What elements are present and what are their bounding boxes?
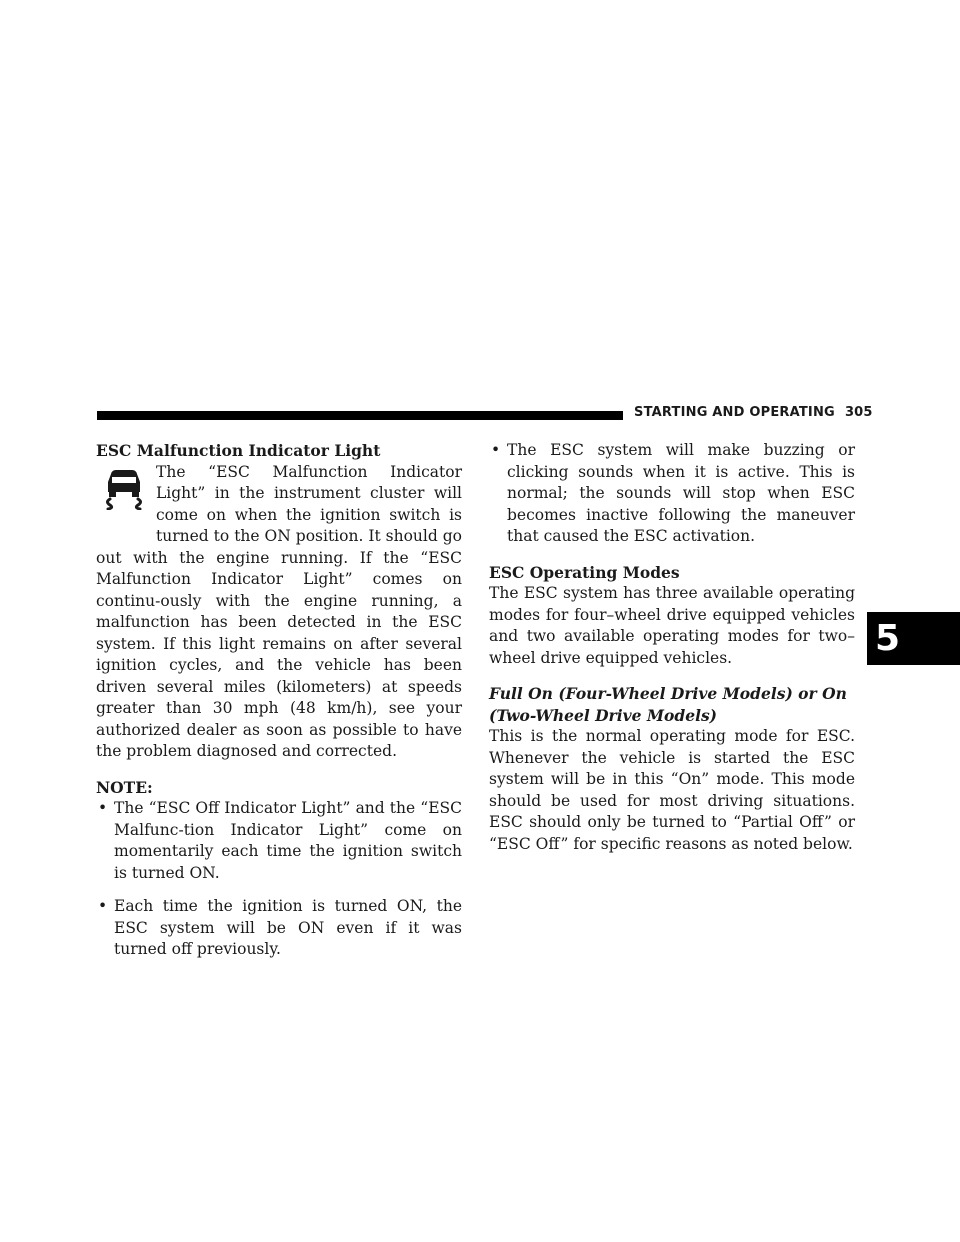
note-label: NOTE: xyxy=(96,777,153,797)
operating-modes-paragraph: The ESC system has three available operating modes for four–wheel drive equipped vehicles and two available operating modes for two–wheel drive equipped vehicles. xyxy=(489,584,855,667)
bullet-text: Each time the ignition is turned ON, the ESC system will be ON even if it was turned off previously. xyxy=(114,897,462,958)
page-number: 305 xyxy=(844,405,873,420)
header-rule xyxy=(97,411,623,420)
list-item: • Each time the ignition is turned ON, the ESC system will be ON even if it was turned off previously. xyxy=(98,897,462,958)
right-column xyxy=(489,440,855,855)
left-column xyxy=(96,440,462,961)
esc-malfunction-paragraph: The “ESC Malfunction Indicator Light” in the instrument cluster will come on when the ignition switch is turned to the ON position. It should go out with the engine running. If the “ESC Malfunction Indicator Light” comes on continu-ously with the engine running, a malfunction has been detected in the ESC system. If this light remains on after several ignition cycles, and the vehicle has been driven several miles (kilometers) at speeds greater than 30 mph (48 km/h), see your authorized dealer as soon as possible to have the problem diagnosed and corrected. xyxy=(96,462,462,760)
list-item: • The ESC system will make buzzing or clicking sounds when it is active. This is normal; the sounds will stop when ESC becomes inactive following the maneuver that caused the ESC activation. xyxy=(491,441,855,545)
list-item: • The “ESC Off Indicator Light” and the “ESC Malfunc-tion Indicator Light” come on momentarily each time the ignition switch is turned ON. xyxy=(98,799,462,882)
note-list xyxy=(96,798,462,961)
esc-skid-car-icon xyxy=(96,462,152,548)
bullet-text: The “ESC Off Indicator Light” and the “ESC Malfunc-tion Indicator Light” come on momentarily each time the ignition switch is turned ON. xyxy=(114,799,462,882)
full-on-paragraph: This is the normal operating mode for ESC. Whenever the vehicle is started the ESC system will be in this “On” mode. This mode should be used for most driving situations. ESC should only be turned to “Partial Off” or “ESC Off” for specific reasons as noted below. xyxy=(489,727,855,853)
esc-operating-modes-heading: ESC Operating Modes xyxy=(489,562,680,582)
bullet-text: The ESC system will make buzzing or clicking sounds when it is active. This is normal; the sounds will stop when ESC becomes inactive following the maneuver that caused the ESC activation. xyxy=(507,441,855,545)
chapter-tab[interactable]: 5 xyxy=(867,612,960,665)
running-header xyxy=(634,405,873,420)
esc-malfunction-heading: ESC Malfunction Indicator Light xyxy=(96,441,381,460)
section-name: STARTING AND OPERATING xyxy=(634,405,835,420)
sound-note-list xyxy=(489,440,855,548)
full-on-subheading: Full On (Four-Wheel Drive Models) or On (Two-Wheel Drive Models) xyxy=(489,684,847,725)
